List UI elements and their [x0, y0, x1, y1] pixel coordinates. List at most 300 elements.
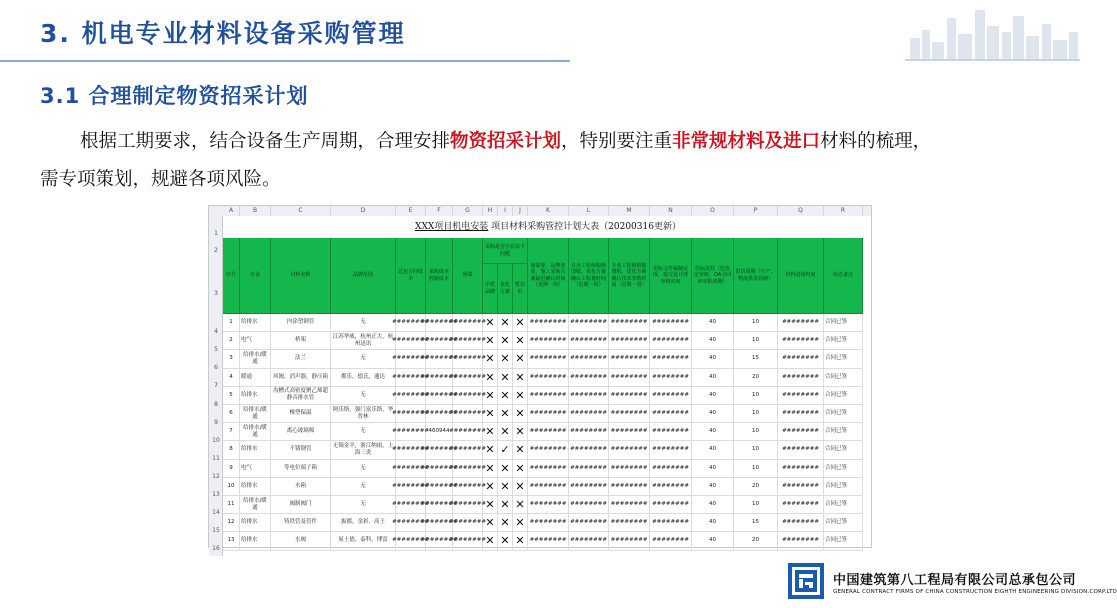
- table-header-cell: 采购是否存在以下问题: [483, 238, 528, 264]
- status-mark: ✕: [513, 350, 528, 368]
- status-mark: ✕: [513, 441, 528, 459]
- table-header-cell: 招标流程（比价定审核，OA合同审审批周期）: [692, 238, 734, 314]
- row-number: 5: [214, 346, 218, 353]
- column-letter: P: [734, 206, 778, 216]
- row-number: 10: [212, 437, 220, 444]
- table-cell: 10: [734, 332, 778, 350]
- table-cell: ########: [396, 369, 426, 387]
- table-cell: 40: [692, 496, 734, 514]
- table-cell: 合同已签: [824, 478, 863, 496]
- table-cell: 1: [223, 314, 240, 332]
- section-subtitle: 3.1 合理制定物资招采计划: [40, 84, 309, 108]
- table-cell: ########: [453, 405, 483, 423]
- table-cell: 40: [692, 514, 734, 532]
- status-mark: ✕: [498, 314, 513, 332]
- table-cell: ########: [453, 350, 483, 368]
- status-mark: ✕: [498, 460, 513, 478]
- table-cell: ########: [650, 423, 692, 441]
- table-cell: ########: [528, 496, 569, 514]
- table-cell: ########: [528, 387, 569, 405]
- table-cell: 给排水/暖通: [240, 423, 271, 441]
- table-header-cell: 采购成本控制成本: [426, 238, 453, 314]
- table-cell: 合同已签: [824, 387, 863, 405]
- table-cell: ########: [528, 369, 569, 387]
- table-cell: ########: [396, 514, 426, 532]
- column-letter: J: [513, 206, 528, 216]
- table-cell: 460944: [426, 423, 453, 441]
- row-number-bar: [209, 216, 223, 556]
- table-cell: ########: [453, 332, 483, 350]
- table-cell: 3: [223, 350, 240, 368]
- table-cell: 合同已签: [824, 350, 863, 368]
- status-mark: ✕: [483, 532, 498, 550]
- table-cell: 40: [692, 478, 734, 496]
- table-header-cell: 专业: [240, 238, 271, 314]
- table-cell: 振都，金彩，高王: [331, 514, 396, 532]
- table-cell: 给排水: [240, 387, 271, 405]
- table-cell: 合同已签: [824, 332, 863, 350]
- table-cell: ########: [609, 532, 650, 550]
- status-mark: ✕: [498, 405, 513, 423]
- table-cell: 40: [692, 314, 734, 332]
- table-cell: 法兰: [271, 350, 331, 368]
- table-cell: 13: [223, 532, 240, 550]
- status-mark: ✕: [483, 405, 498, 423]
- table-cell: ########: [650, 314, 692, 332]
- text-segment: 材料的梳理，: [820, 131, 932, 152]
- row-number: 1: [214, 230, 218, 237]
- row-number: 2: [214, 247, 218, 254]
- table-cell: 给排水/暖通: [240, 405, 271, 423]
- status-mark: ✕: [513, 532, 528, 550]
- company-name-en: GENERAL CONTRACT FIRMS OF CHINA CONSTRUCTION EIGHTH ENGINEERING DIVISION.CORP.LTD: [833, 589, 1117, 595]
- table-cell: 给排水: [240, 514, 271, 532]
- table-cell: ########: [778, 460, 824, 478]
- column-letter: O: [692, 206, 734, 216]
- column-letter: L: [569, 206, 609, 216]
- table-cell: 40: [692, 369, 734, 387]
- table-cell: ########: [778, 405, 824, 423]
- table-cell: 40: [692, 423, 734, 441]
- table-cell: ########: [453, 460, 483, 478]
- status-mark: ✕: [513, 514, 528, 532]
- table-header-cell: 材料进场时间: [778, 238, 824, 314]
- table-cell: 合同已签: [824, 514, 863, 532]
- table-cell: 15: [734, 350, 778, 368]
- row-number: 13: [212, 491, 220, 498]
- column-letter: I: [498, 206, 513, 216]
- table-cell: ########: [609, 387, 650, 405]
- table-cell: ########: [426, 514, 453, 532]
- slide-title: 3. 机电专业材料设备采购管理: [40, 19, 406, 48]
- table-cell: ########: [569, 405, 609, 423]
- table-cell: ########: [569, 350, 609, 368]
- table-cell: ########: [453, 441, 483, 459]
- table-cell: 合同已签: [824, 314, 863, 332]
- table-cell: ########: [396, 496, 426, 514]
- table-cell: ########: [569, 387, 609, 405]
- table-cell: 10: [734, 441, 778, 459]
- table-cell: 10: [734, 314, 778, 332]
- body-paragraph: [40, 123, 1050, 199]
- table-cell: ########: [426, 350, 453, 368]
- table-header-cell: 预算: [453, 238, 483, 314]
- column-letter: G: [453, 206, 483, 216]
- column-letter: D: [331, 206, 396, 216]
- table-cell: 12: [223, 514, 240, 532]
- status-mark: ✕: [483, 460, 498, 478]
- highlight-imported-materials: 非常规材料及进口: [672, 131, 821, 152]
- table-cell: 桥架: [271, 332, 331, 350]
- cscec-logo-icon: [788, 563, 824, 599]
- status-mark: ✕: [498, 514, 513, 532]
- row-number: 4: [214, 328, 218, 335]
- status-mark: ✕: [483, 314, 498, 332]
- table-header-cell: 状态备注: [824, 238, 863, 314]
- table-cell: ########: [528, 405, 569, 423]
- table-header-cell: 专业工程师根据图纸、优化方案确认技术参数时间（星期一周）: [609, 238, 650, 314]
- status-mark: ✕: [483, 369, 498, 387]
- table-cell: ########: [650, 350, 692, 368]
- table-header-cell: 品牌范围: [331, 238, 396, 314]
- status-mark: ✕: [498, 369, 513, 387]
- table-cell: 给排水: [240, 441, 271, 459]
- column-letter-bar: [209, 206, 871, 216]
- column-letter: B: [240, 206, 271, 216]
- table-cell: ########: [778, 423, 824, 441]
- table-cell: 合同已签: [824, 496, 863, 514]
- table-cell: ########: [650, 369, 692, 387]
- table-cell: ########: [396, 314, 426, 332]
- table-cell: ########: [569, 478, 609, 496]
- table-cell: 合同已签: [824, 369, 863, 387]
- table-cell: ########: [609, 496, 650, 514]
- table-cell: 10: [734, 496, 778, 514]
- table-cell: 都乐，德氏，通达: [331, 369, 396, 387]
- status-mark: ✕: [483, 441, 498, 459]
- title-underline: [0, 60, 570, 62]
- column-letter: R: [824, 206, 863, 216]
- table-cell: 40: [692, 332, 734, 350]
- column-letter: H: [483, 206, 498, 216]
- table-header-cell: 甲供品牌: [483, 264, 498, 314]
- column-letter: N: [650, 206, 692, 216]
- table-cell: 给排水: [240, 478, 271, 496]
- table-cell: ########: [528, 478, 569, 496]
- table-cell: 15: [734, 514, 778, 532]
- table-cell: ########: [778, 496, 824, 514]
- status-mark: ✕: [498, 478, 513, 496]
- table-cell: 给排水/暖通: [240, 496, 271, 514]
- status-mark: ✕: [498, 423, 513, 441]
- table-cell: 5: [223, 387, 240, 405]
- status-mark: ✕: [498, 532, 513, 550]
- table-cell: ########: [528, 332, 569, 350]
- table-cell: 40: [692, 350, 734, 368]
- sheet-title-rest: 项目材料采购管控计划大表（20200316更新）: [491, 222, 681, 232]
- table-cell: ########: [778, 314, 824, 332]
- table-cell: 无: [331, 423, 396, 441]
- status-mark: ✕: [513, 460, 528, 478]
- procurement-spreadsheet: [208, 205, 872, 552]
- table-cell: ########: [453, 514, 483, 532]
- highlight-procurement-plan: 物资招采计划: [450, 131, 562, 152]
- status-mark: ✕: [513, 478, 528, 496]
- row-number: 15: [212, 527, 220, 534]
- table-cell: 无: [331, 314, 396, 332]
- table-cell: 7: [223, 423, 240, 441]
- table-cell: 沟槽式高密度聚乙烯超静音排水管: [271, 387, 331, 405]
- table-cell: 阿乐斯，强门富乐斯，华普林: [331, 405, 396, 423]
- table-cell: ########: [778, 369, 824, 387]
- table-header-cell: 供货周期（生产、物流供货周期）: [734, 238, 778, 314]
- table-cell: 合同已签: [824, 405, 863, 423]
- table-cell: 铸铁管及管件: [271, 514, 331, 532]
- table-cell: ########: [453, 423, 483, 441]
- table-cell: ########: [650, 460, 692, 478]
- table-cell: 10: [734, 405, 778, 423]
- table-cell: ########: [528, 423, 569, 441]
- table-cell: 40: [692, 441, 734, 459]
- table-cell: ########: [569, 514, 609, 532]
- table-cell: 10: [734, 460, 778, 478]
- table-cell: ########: [396, 423, 426, 441]
- table-cell: 无: [331, 478, 396, 496]
- table-cell: 无: [331, 460, 396, 478]
- table-cell: 10: [734, 423, 778, 441]
- table-cell: ########: [396, 532, 426, 550]
- table-cell: ########: [650, 332, 692, 350]
- table-cell: 屋士德，泰科，博雷: [331, 532, 396, 550]
- city-skyline-icon: [905, 4, 1080, 62]
- table-cell: ########: [426, 460, 453, 478]
- sheet-title: [223, 216, 873, 238]
- table-cell: ########: [528, 514, 569, 532]
- paragraph-line-2: 需专项策划，规避各项风险。: [40, 169, 281, 190]
- table-cell: ########: [778, 532, 824, 550]
- table-cell: 给排水/暖通: [240, 350, 271, 368]
- table-cell: ########: [650, 532, 692, 550]
- table-cell: ########: [453, 478, 483, 496]
- table-cell: 20: [734, 369, 778, 387]
- table-cell: ########: [650, 387, 692, 405]
- table-cell: ########: [396, 405, 426, 423]
- row-number: 11: [212, 455, 220, 462]
- status-mark: ✕: [513, 423, 528, 441]
- table-cell: 20: [734, 478, 778, 496]
- table-header-cell: 序号: [223, 238, 240, 314]
- row-number: 3: [214, 290, 218, 297]
- table-cell: ########: [778, 441, 824, 459]
- table-cell: 合同已签: [824, 423, 863, 441]
- row-number: 12: [212, 473, 220, 480]
- table-cell: 无: [331, 387, 396, 405]
- table-header-cell: 材料名称: [271, 238, 331, 314]
- status-mark: ✕: [513, 332, 528, 350]
- column-letter: M: [609, 206, 650, 216]
- table-cell: ########: [528, 441, 569, 459]
- table-cell: 无: [331, 496, 396, 514]
- column-letter: A: [223, 206, 240, 216]
- table-cell: ########: [650, 496, 692, 514]
- column-letter: F: [426, 206, 453, 216]
- status-mark: ✕: [513, 405, 528, 423]
- table-header-cell: 如需要，品牌变更，施工采购方案最迟确认时间（星期一周）: [528, 238, 569, 314]
- table-cell: 等电位端子箱: [271, 460, 331, 478]
- table-cell: 4: [223, 369, 240, 387]
- table-cell: ########: [426, 332, 453, 350]
- table-cell: ########: [569, 496, 609, 514]
- table-cell: ########: [453, 532, 483, 550]
- table-cell: ########: [396, 387, 426, 405]
- table-cell: ########: [569, 441, 609, 459]
- table-cell: ########: [609, 314, 650, 332]
- table-cell: ########: [396, 441, 426, 459]
- table-cell: 8: [223, 441, 240, 459]
- table-cell: 离心玻璃棉: [271, 423, 331, 441]
- table-cell: ########: [426, 441, 453, 459]
- table-cell: 无锡金羊，浙江纳雨，上海三炎: [331, 441, 396, 459]
- table-cell: 暖通: [240, 369, 271, 387]
- table-cell: ########: [778, 478, 824, 496]
- table-cell: 无: [331, 350, 396, 368]
- table-cell: ########: [569, 314, 609, 332]
- status-mark: ✕: [498, 387, 513, 405]
- table-cell: ########: [569, 532, 609, 550]
- table-cell: 11: [223, 496, 240, 514]
- table-cell: 40: [692, 387, 734, 405]
- table-cell: 10: [223, 478, 240, 496]
- column-letter: C: [271, 206, 331, 216]
- status-mark: ✕: [483, 387, 498, 405]
- table-cell: 10: [734, 387, 778, 405]
- table-cell: ########: [650, 514, 692, 532]
- table-cell: ########: [528, 460, 569, 478]
- table-cell: 给排水: [240, 314, 271, 332]
- text-segment: 根据工期要求，结合设备生产周期，合理安排: [80, 131, 451, 152]
- table-cell: 40: [692, 405, 734, 423]
- table-cell: ########: [778, 350, 824, 368]
- table-cell: 合同已签: [824, 441, 863, 459]
- table-cell: 水箱: [271, 478, 331, 496]
- column-letter: K: [528, 206, 569, 216]
- table-cell: 合同已签: [824, 460, 863, 478]
- table-cell: ########: [453, 369, 483, 387]
- status-mark: ✕: [513, 314, 528, 332]
- table-cell: 阀制阀门: [271, 496, 331, 514]
- row-number: 14: [212, 509, 220, 516]
- paragraph-line-1: [40, 123, 1050, 161]
- table-cell: ########: [650, 441, 692, 459]
- table-cell: ########: [528, 532, 569, 550]
- table-cell: ########: [609, 405, 650, 423]
- table-cell: ########: [453, 496, 483, 514]
- table-cell: ########: [778, 514, 824, 532]
- row-number: 7: [214, 382, 218, 389]
- company-name-cn: 中国建筑第八工程局有限公司总承包公司: [833, 573, 1077, 588]
- table-header-cell: 优化方案: [498, 264, 513, 314]
- table-cell: 内涂塑钢管: [271, 314, 331, 332]
- table-cell: 电气: [240, 332, 271, 350]
- sheet-title-project: XXX项目机电安装: [415, 222, 489, 232]
- table-cell: ########: [453, 387, 483, 405]
- table-cell: ########: [609, 350, 650, 368]
- text-segment: ，特别要注重: [561, 131, 673, 152]
- status-mark: ✕: [513, 496, 528, 514]
- table-cell: ########: [426, 314, 453, 332]
- table-cell: ########: [426, 478, 453, 496]
- table-cell: ########: [609, 441, 650, 459]
- status-mark: ✕: [483, 350, 498, 368]
- table-cell: 给排水: [240, 532, 271, 550]
- status-mark: ✕: [483, 423, 498, 441]
- table-cell: ########: [569, 369, 609, 387]
- table-cell: 9: [223, 460, 240, 478]
- table-cell: 40: [692, 460, 734, 478]
- table-cell: 6: [223, 405, 240, 423]
- table-cell: ########: [650, 405, 692, 423]
- status-mark: ✕: [498, 496, 513, 514]
- status-mark: ✕: [513, 369, 528, 387]
- table-cell: ########: [453, 314, 483, 332]
- table-cell: ########: [426, 532, 453, 550]
- table-cell: 电气: [240, 460, 271, 478]
- table-cell: ########: [569, 332, 609, 350]
- table-cell: ########: [426, 405, 453, 423]
- row-number: 8: [214, 401, 218, 408]
- table-cell: ########: [569, 460, 609, 478]
- table-cell: ########: [609, 460, 650, 478]
- status-mark: ✕: [498, 350, 513, 368]
- row-number: 16: [212, 545, 220, 552]
- status-mark: ✕: [483, 332, 498, 350]
- status-mark: ✓: [498, 441, 513, 459]
- status-mark: ✕: [483, 496, 498, 514]
- status-mark: ✕: [498, 332, 513, 350]
- status-mark: ✕: [513, 387, 528, 405]
- table-cell: ########: [650, 478, 692, 496]
- table-cell: 2: [223, 332, 240, 350]
- status-mark: ✕: [483, 514, 498, 532]
- table-cell: ########: [609, 514, 650, 532]
- table-header-cell: 总包合同成本: [396, 238, 426, 314]
- table-cell: ########: [778, 387, 824, 405]
- status-mark: ✕: [483, 478, 498, 496]
- table-cell: ########: [396, 478, 426, 496]
- table-cell: ########: [396, 350, 426, 368]
- table-cell: ########: [396, 332, 426, 350]
- table-cell: ########: [609, 423, 650, 441]
- table-cell: 不锈钢管: [271, 441, 331, 459]
- table-header-cell: 招标文件编制完成，提交设计部审核时间: [650, 238, 692, 314]
- table-cell: ########: [528, 350, 569, 368]
- table-cell: 20: [734, 532, 778, 550]
- table-cell: ########: [396, 460, 426, 478]
- table-cell: ########: [609, 478, 650, 496]
- table-cell: ########: [778, 332, 824, 350]
- table-cell: 橡塑保温: [271, 405, 331, 423]
- table-cell: 40: [692, 532, 734, 550]
- table-cell: 水阀: [271, 532, 331, 550]
- table-header-cell: 暂估价: [513, 264, 528, 314]
- row-number: 9: [214, 419, 218, 426]
- table-cell: ########: [426, 387, 453, 405]
- table-cell: ########: [426, 369, 453, 387]
- table-cell: ########: [569, 423, 609, 441]
- table-cell: ########: [609, 369, 650, 387]
- table-cell: ########: [426, 496, 453, 514]
- table-cell: 风阀，消声器，静压箱: [271, 369, 331, 387]
